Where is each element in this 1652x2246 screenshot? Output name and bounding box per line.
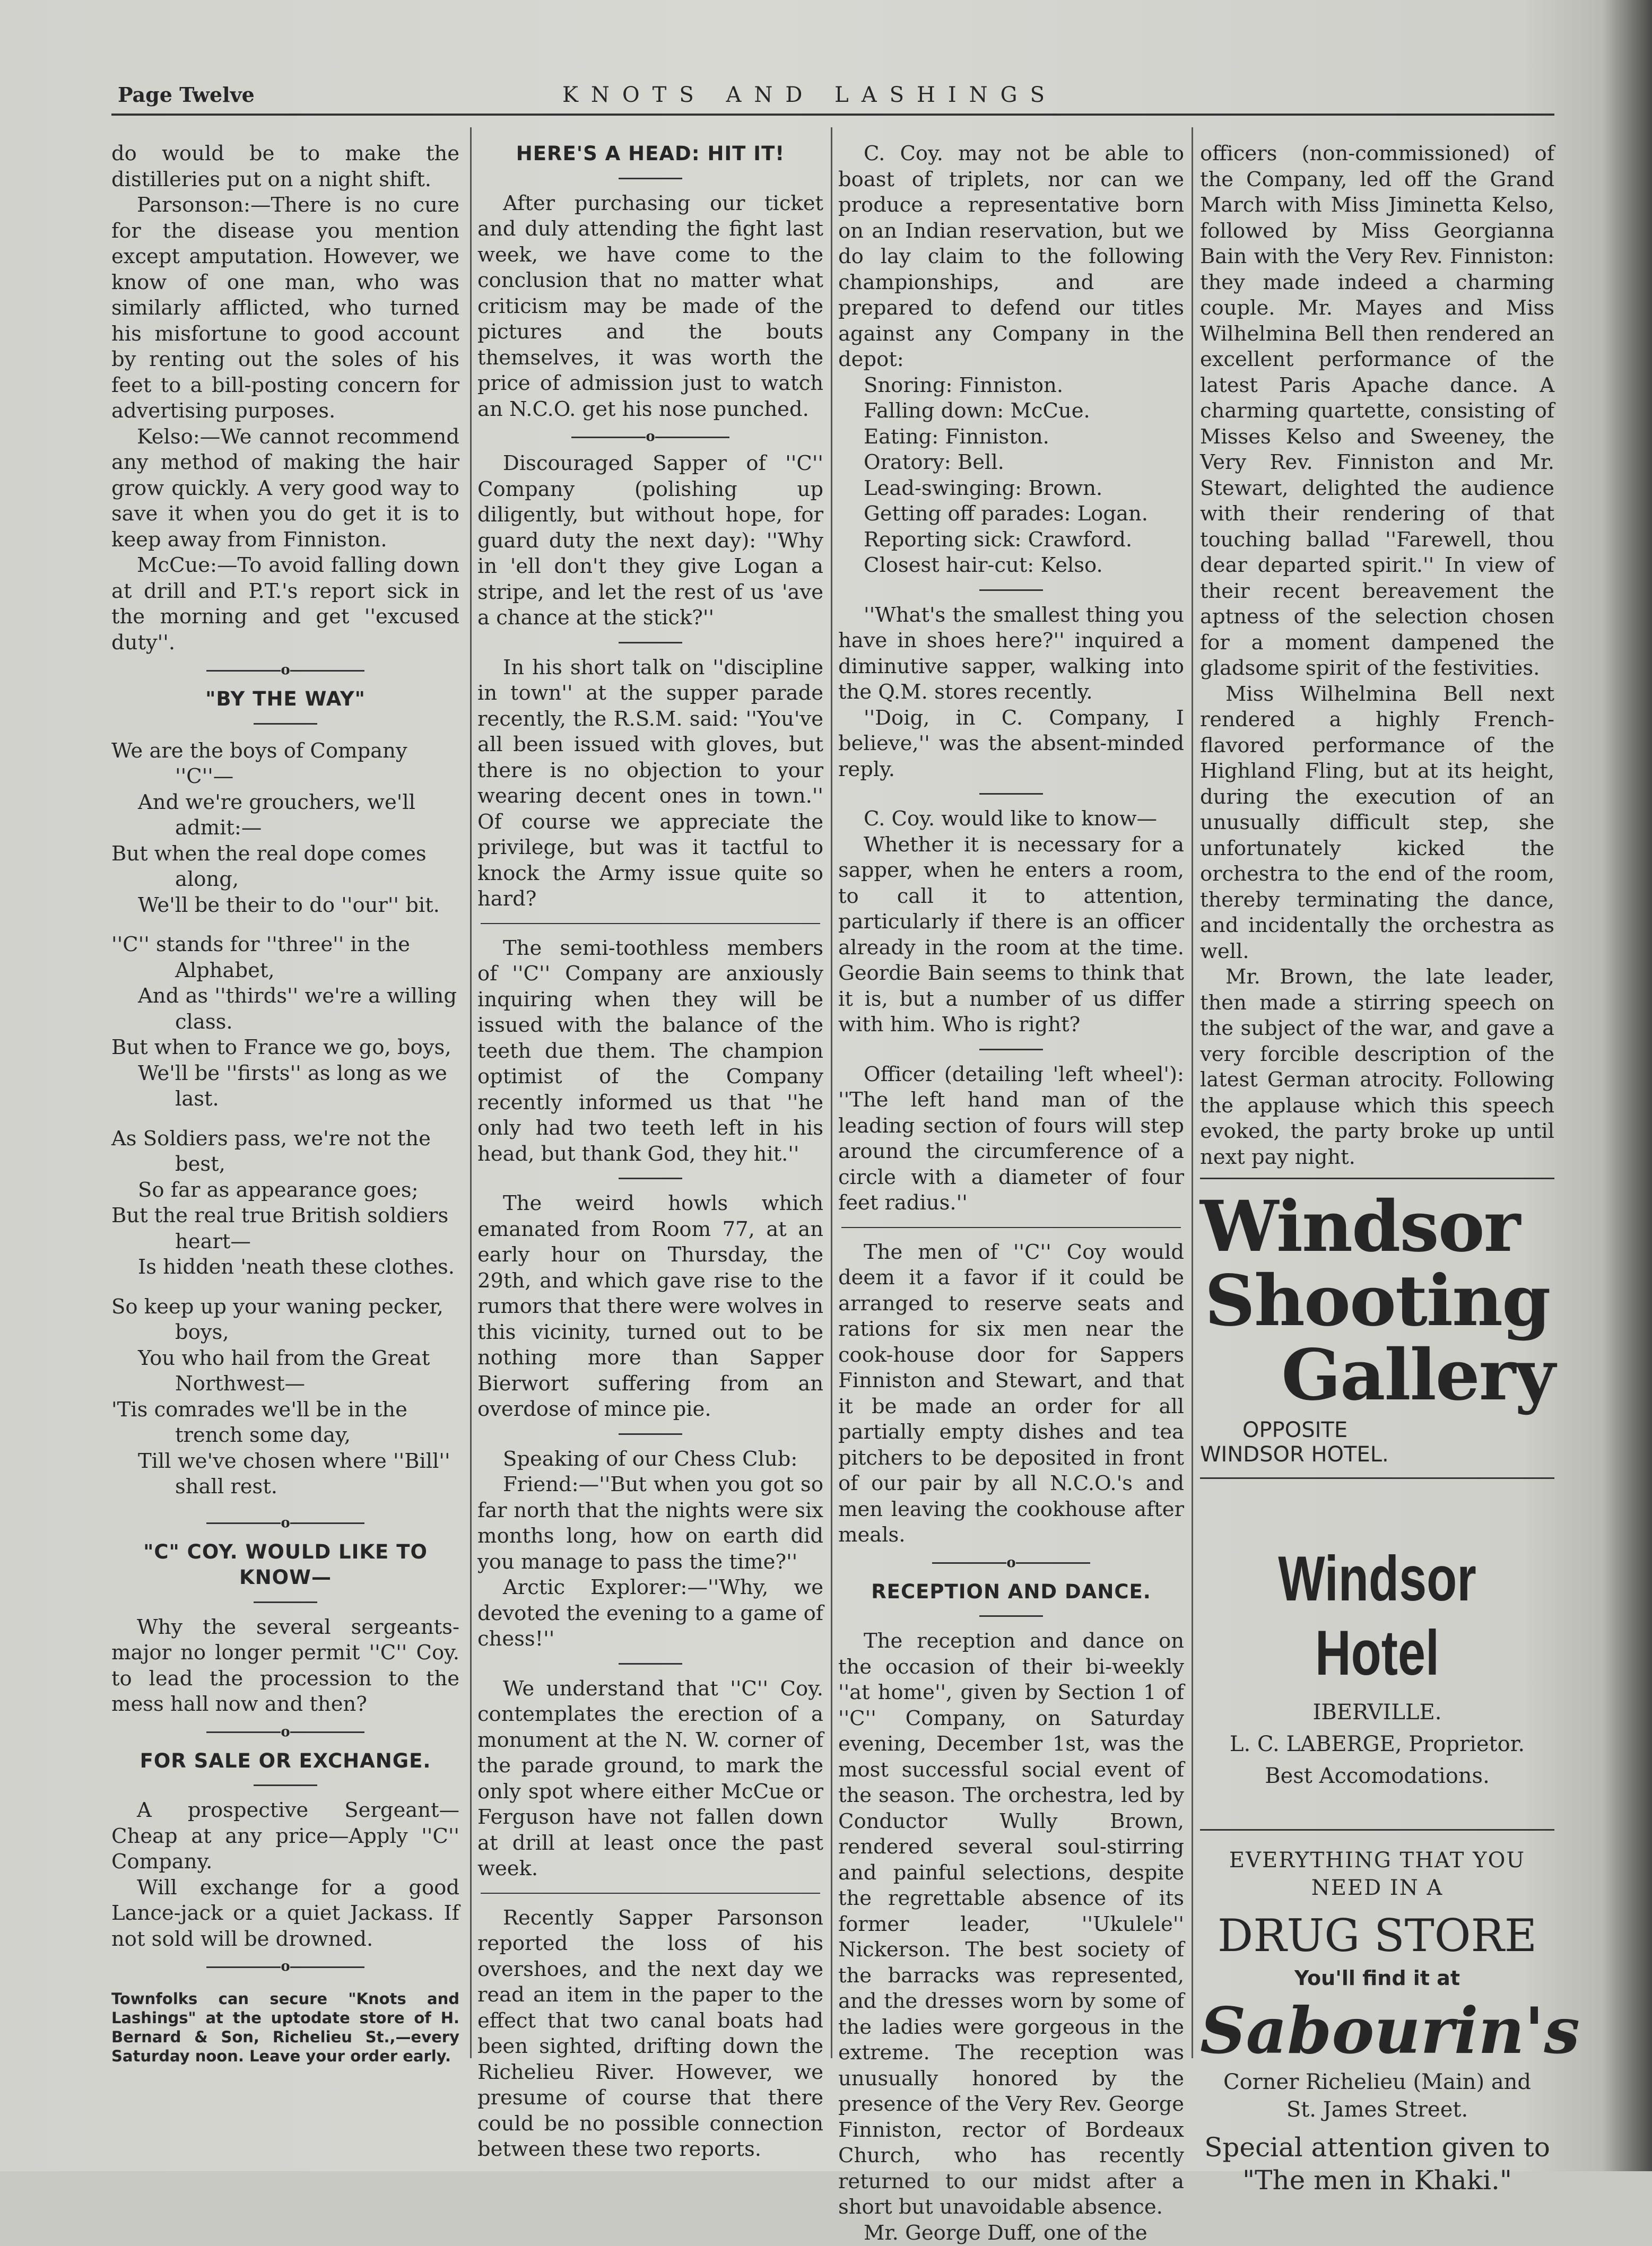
ad-title: Windsor Hotel (1239, 1542, 1515, 1690)
paragraph: Arctic Explorer:—''Why, we devoted the evening to a game of chess!'' (477, 1575, 823, 1652)
paragraph: After purchasing our ticket and duly attending the fight last week, we have come to the conclusion that no matter what criticism may be made of the pictures and the bouts themselves, it was worth the price of admission just to watch an N.C.O. get his nose punched. (477, 191, 823, 423)
paragraph: The men of ''C'' Coy would deem it a favor if it could be arranged to reserve seats and rations for six men near the cook-house door for Sappers Finniston and Stewart, and that it be made an order for all partially empty dishes and tea pitchers to be deposited in front of our pair by all N.C.O.'s and men leaving the cookhouse after meals. (838, 1240, 1184, 1548)
ad-text: NEED IN A (1200, 1874, 1554, 1902)
paragraph: ''What's the smallest thing you have in shoes here?'' inquired a diminutive sapper, walking into the Q.M. stores recently. (838, 603, 1184, 706)
ad-text: You'll find it at (1200, 1962, 1554, 1994)
poem-line: trench some day, (111, 1423, 459, 1449)
poem-stanza (111, 1126, 459, 1281)
column-divider (1192, 127, 1193, 2058)
header-rule (111, 114, 1554, 116)
paragraph: Why the several sergeants-major no longer permit ''C'' Coy. to lead the procession to the mess hall now and then? (111, 1615, 459, 1718)
column-divider (831, 127, 832, 2058)
poem-line: shall rest. (111, 1474, 459, 1500)
section-heading: "C" COY. WOULD LIKE TO KNOW— (111, 1539, 459, 1591)
poem-line: We'll be ''firsts'' as long as we (111, 1061, 459, 1087)
column-2 (477, 141, 823, 2163)
ad-title-line: Gallery (1200, 1338, 1554, 1413)
poem-line: last. (111, 1086, 459, 1112)
short-rule (254, 723, 317, 725)
ad-text: WINDSOR HOTEL. (1200, 1442, 1554, 1467)
short-rule (619, 642, 682, 643)
page-number: Page Twelve (118, 83, 255, 107)
short-rule (979, 1049, 1043, 1050)
ad-text: EVERYTHING THAT YOU (1200, 1847, 1554, 1874)
separator: o (111, 661, 459, 679)
column-divider (470, 127, 472, 2058)
poem-line: And we're grouchers, we'll (111, 790, 459, 816)
poem-line: So keep up your waning pecker, (111, 1294, 459, 1320)
poem-line: We are the boys of Company (111, 738, 459, 764)
separator: o (111, 1514, 459, 1532)
paragraph: The weird howls which emanated from Room 77, at an early hour on Thursday, the 29th, and which gave rise to the rumors that there were wolves in this vicinity, turned out to be nothing more than Sapper Bierwort suffering from an overdose of mince pie. (477, 1191, 823, 1423)
paragraph: officers (non-commissioned) of the Company, led off the Grand March with Miss Jiminetta Kelso, followed by Miss Georgianna Bain with the Very Rev. Finniston: they made indeed a charming couple. Mr. Mayes and Miss Wilhelmina Bell then rendered an excellent performance of the latest Paris Apache dance. A charming quartette, consisting of Misses Kelso and Sweeney, the Very Rev. Finniston and Mr. Stewart, delighted the audience with their rendering of that touching ballad ''Farewell, thou dear departed spirit.'' In view of their recent bereavement the aptness of the selection chosen for a moment dampened the gladsome spirit of the festivities. (1200, 141, 1554, 682)
poem-line: And as ''thirds'' we're a willing (111, 983, 459, 1009)
paragraph: C. Coy. may not be able to boast of triplets, nor can we produce a representative born on an Indian reservation, but we do lay claim to the following championships, and are prepared to defend our titles against any Company in the depot: (838, 141, 1184, 373)
poem-line: Is hidden 'neath these clothes. (111, 1255, 459, 1281)
list-item: Getting off parades: Logan. (864, 501, 1184, 527)
ad-text: Corner Richelieu (Main) and (1200, 2068, 1554, 2096)
poem-stanza (111, 1294, 459, 1500)
long-rule (481, 1893, 820, 1894)
short-rule (619, 178, 682, 179)
list-item: Lead-swinging: Brown. (864, 476, 1184, 502)
poem-line: But when to France we go, boys, (111, 1035, 459, 1061)
section-heading: FOR SALE OR EXCHANGE. (111, 1748, 459, 1774)
distribution-note: Townfolks can secure "Knots and Lashings" at the uptodate store of H. Bernard & Son, Richelieu St.,—every Saturday noon. Leave your order early. (111, 1989, 459, 2066)
paragraph: The reception and dance on the occasion of their bi-weekly ''at home'', given by Section 1 of ''C'' Company, on Saturday evening, December 1st, was the most successful social event of the season. The orchestra, led by Conductor Wully Brown, rendered several soul-stirring and painful selections, despite the regrettable absence of its former leader, ''Ukulele'' Nickerson. The best society of the barracks was represented, and the dresses worn by some of the ladies were gorgeous in the extreme. The reception was unusually honored by the presence of the Very Rev. George Finniston, rector of Bordeaux Church, who has recently returned to our midst after a short but unavoidable absence. (838, 1629, 1184, 2221)
paragraph: Speaking of our Chess Club: (477, 1447, 823, 1473)
paragraph: Will exchange for a good Lance-jack or a quiet Jackass. If not sold will be drowned. (111, 1875, 459, 1953)
ad-drug-store (1200, 1831, 1554, 2197)
paragraph: Mr. Brown, the late leader, then made a stirring speech on the subject of the war, and gave a very forcible description of the latest German atrocity. Following the applause which this speech evoked, the party broke up until next pay night. (1200, 964, 1554, 1170)
short-rule (619, 1433, 682, 1435)
section-heading: "BY THE WAY" (111, 686, 459, 712)
list-item: Oratory: Bell. (864, 450, 1184, 476)
poem-line: heart— (111, 1229, 459, 1255)
paragraph: Officer (detailing 'left wheel'): ''The left hand man of the leading section of fours will step around the circumference of a circle with a diameter of four feet radius.'' (838, 1062, 1184, 1216)
paragraph: do would be to make the distilleries put on a night shift. (111, 141, 459, 193)
ad-text: "The men in Khaki." (1200, 2164, 1554, 2197)
poem-line: ''C''— (111, 764, 459, 790)
ad-text: OPPOSITE (1200, 1418, 1554, 1442)
list-item: Reporting sick: Crawford. (864, 527, 1184, 553)
ad-text: Best Accomodations. (1200, 1760, 1554, 1792)
list-item: Eating: Finniston. (864, 424, 1184, 450)
short-rule (619, 1178, 682, 1179)
poem-line: along, (111, 867, 459, 893)
paragraph: Whether it is necessary for a sapper, when he enters a room, to call it to attention, particularly if there is an officer already in the room at the time. Geordie Bain seems to think that it is, but a number of us differ with him. Who is right? (838, 832, 1184, 1038)
paragraph: Friend:—''But when you got so far north that the nights were six months long, how on earth did you manage to pass the time?'' (477, 1472, 823, 1575)
short-rule (619, 1663, 682, 1665)
ad-windsor-hotel (1200, 1479, 1554, 1808)
paragraph: C. Coy. would like to know— (838, 806, 1184, 832)
section-heading: RECEPTION AND DANCE. (838, 1579, 1184, 1605)
paragraph: Mr. George Duff, one of the (838, 2221, 1184, 2246)
poem-line: admit:— (111, 815, 459, 841)
ad-title: Sabourin's (1200, 1994, 1554, 2068)
poem-line: Alphabet, (111, 958, 459, 984)
ad-text: IBERVILLE. (1200, 1696, 1554, 1728)
column-3 (838, 141, 1184, 2246)
poem-line: So far as appearance goes; (111, 1178, 459, 1204)
poem-line: ''C'' stands for ''three'' in the (111, 932, 459, 958)
championship-list (838, 373, 1184, 579)
paragraph: Discouraged Sapper of ''C'' Company (polishing up diligently, but without hope, for guard duty the next day): ''Why in 'ell don't they give Logan a stripe, and let the rest of us 'ave a chance at the stick?'' (477, 451, 823, 631)
long-rule (841, 1227, 1181, 1228)
short-rule (979, 793, 1043, 795)
paragraph: The semi-toothless members of ''C'' Company are anxiously inquiring when they will be issued with the balance of the teeth due them. The champion optimist of the Company recently informed us that ''he only had two teeth left in his head, but thank God, they hit.'' (477, 936, 823, 1168)
list-item: Falling down: McCue. (864, 398, 1184, 424)
long-rule (481, 923, 820, 924)
poem-line: best, (111, 1152, 459, 1178)
short-rule (254, 1601, 317, 1603)
paragraph: ''Doig, in C. Company, I believe,'' was the absent-minded reply. (838, 706, 1184, 783)
poem-stanza (111, 738, 459, 919)
masthead: KNOTS AND LASHINGS (562, 83, 1057, 107)
paragraph: A prospective Sergeant—Cheap at any price—Apply ''C'' Company. (111, 1798, 459, 1875)
list-item: Closest hair-cut: Kelso. (864, 553, 1184, 579)
ad-title-line: Shooting (1200, 1264, 1554, 1338)
poem-line: But the real true British soldiers (111, 1203, 459, 1229)
poem-line: boys, (111, 1320, 459, 1346)
poem-line: 'Tis comrades we'll be in the (111, 1397, 459, 1423)
poem-line: You who hail from the Great (111, 1346, 459, 1372)
poem-line: We'll be their to do ''our'' bit. (111, 893, 459, 919)
section-heading: HERE'S A HEAD: HIT IT! (477, 141, 823, 167)
paragraph: McCue:—To avoid falling down at drill and P.T.'s report sick in the morning and get ''excused duty''. (111, 553, 459, 656)
ad-title: DRUG STORE (1200, 1909, 1554, 1962)
paragraph: Miss Wilhelmina Bell next rendered a highly French-flavored performance of the Highland Fling, but at its height, during the execution of an unusually difficult step, she unfortunately kicked the orchestra to the end of the room, thereby terminating the dance, and incidentally the orchestra as well. (1200, 682, 1554, 965)
ad-text: L. C. LABERGE, Proprietor. (1200, 1728, 1554, 1760)
separator: o (111, 1723, 459, 1741)
short-rule (979, 1615, 1043, 1617)
separator: o (477, 428, 823, 446)
ad-text: Special attention given to (1200, 2131, 1554, 2164)
short-rule (254, 1784, 317, 1786)
column-4 (1200, 141, 1554, 2197)
short-rule (979, 589, 1043, 591)
paragraph: Kelso:—We cannot recommend any method of making the hair grow quickly. A very good way to save it when you do get it is to keep away from Finniston. (111, 424, 459, 553)
ad-title-line: Windsor (1200, 1190, 1554, 1264)
separator: o (111, 1957, 459, 1975)
poem-line: class. (111, 1009, 459, 1035)
separator: o (838, 1554, 1184, 1572)
paragraph: We understand that ''C'' Coy. contemplates the erection of a monument at the N. W. corner of the parade ground, to mark the only spot where either McCue or Ferguson have not fallen down at drill at least once the past week. (477, 1676, 823, 1882)
poem-line: But when the real dope comes (111, 841, 459, 867)
column-1 (111, 141, 459, 2066)
poem-line: Till we've chosen where ''Bill'' (111, 1449, 459, 1475)
poem-line: Northwest— (111, 1371, 459, 1397)
poem-line: As Soldiers pass, we're not the (111, 1126, 459, 1152)
paragraph: In his short talk on ''discipline in town'' at the supper parade recently, the R.S.M. said: ''You've all been issued with gloves, but there is no objection to your wearing decent ones in town.'' Of course we appreciate the privilege, but was it tactful to knock the Army issue quite so hard? (477, 655, 823, 912)
paragraph: Recently Sapper Parsonson reported the loss of his overshoes, and the next day we read an item in the paper to the effect that two canal boats had been sighted, drifting down the Richelieu River. However, we presume of course that there could be no possible connection between these two reports. (477, 1905, 823, 2163)
ad-shooting-gallery (1200, 1179, 1554, 1472)
poem-stanza (111, 932, 459, 1112)
paragraph: Parsonson:—There is no cure for the disease you mention except amputation. However, we know of one man, who was similarly afflicted, who turned his misfortune to good account by renting out the soles of his feet to a bill-posting concern for advertising purposes. (111, 193, 459, 424)
ad-text: St. James Street. (1200, 2096, 1554, 2123)
list-item: Snoring: Finniston. (864, 373, 1184, 399)
